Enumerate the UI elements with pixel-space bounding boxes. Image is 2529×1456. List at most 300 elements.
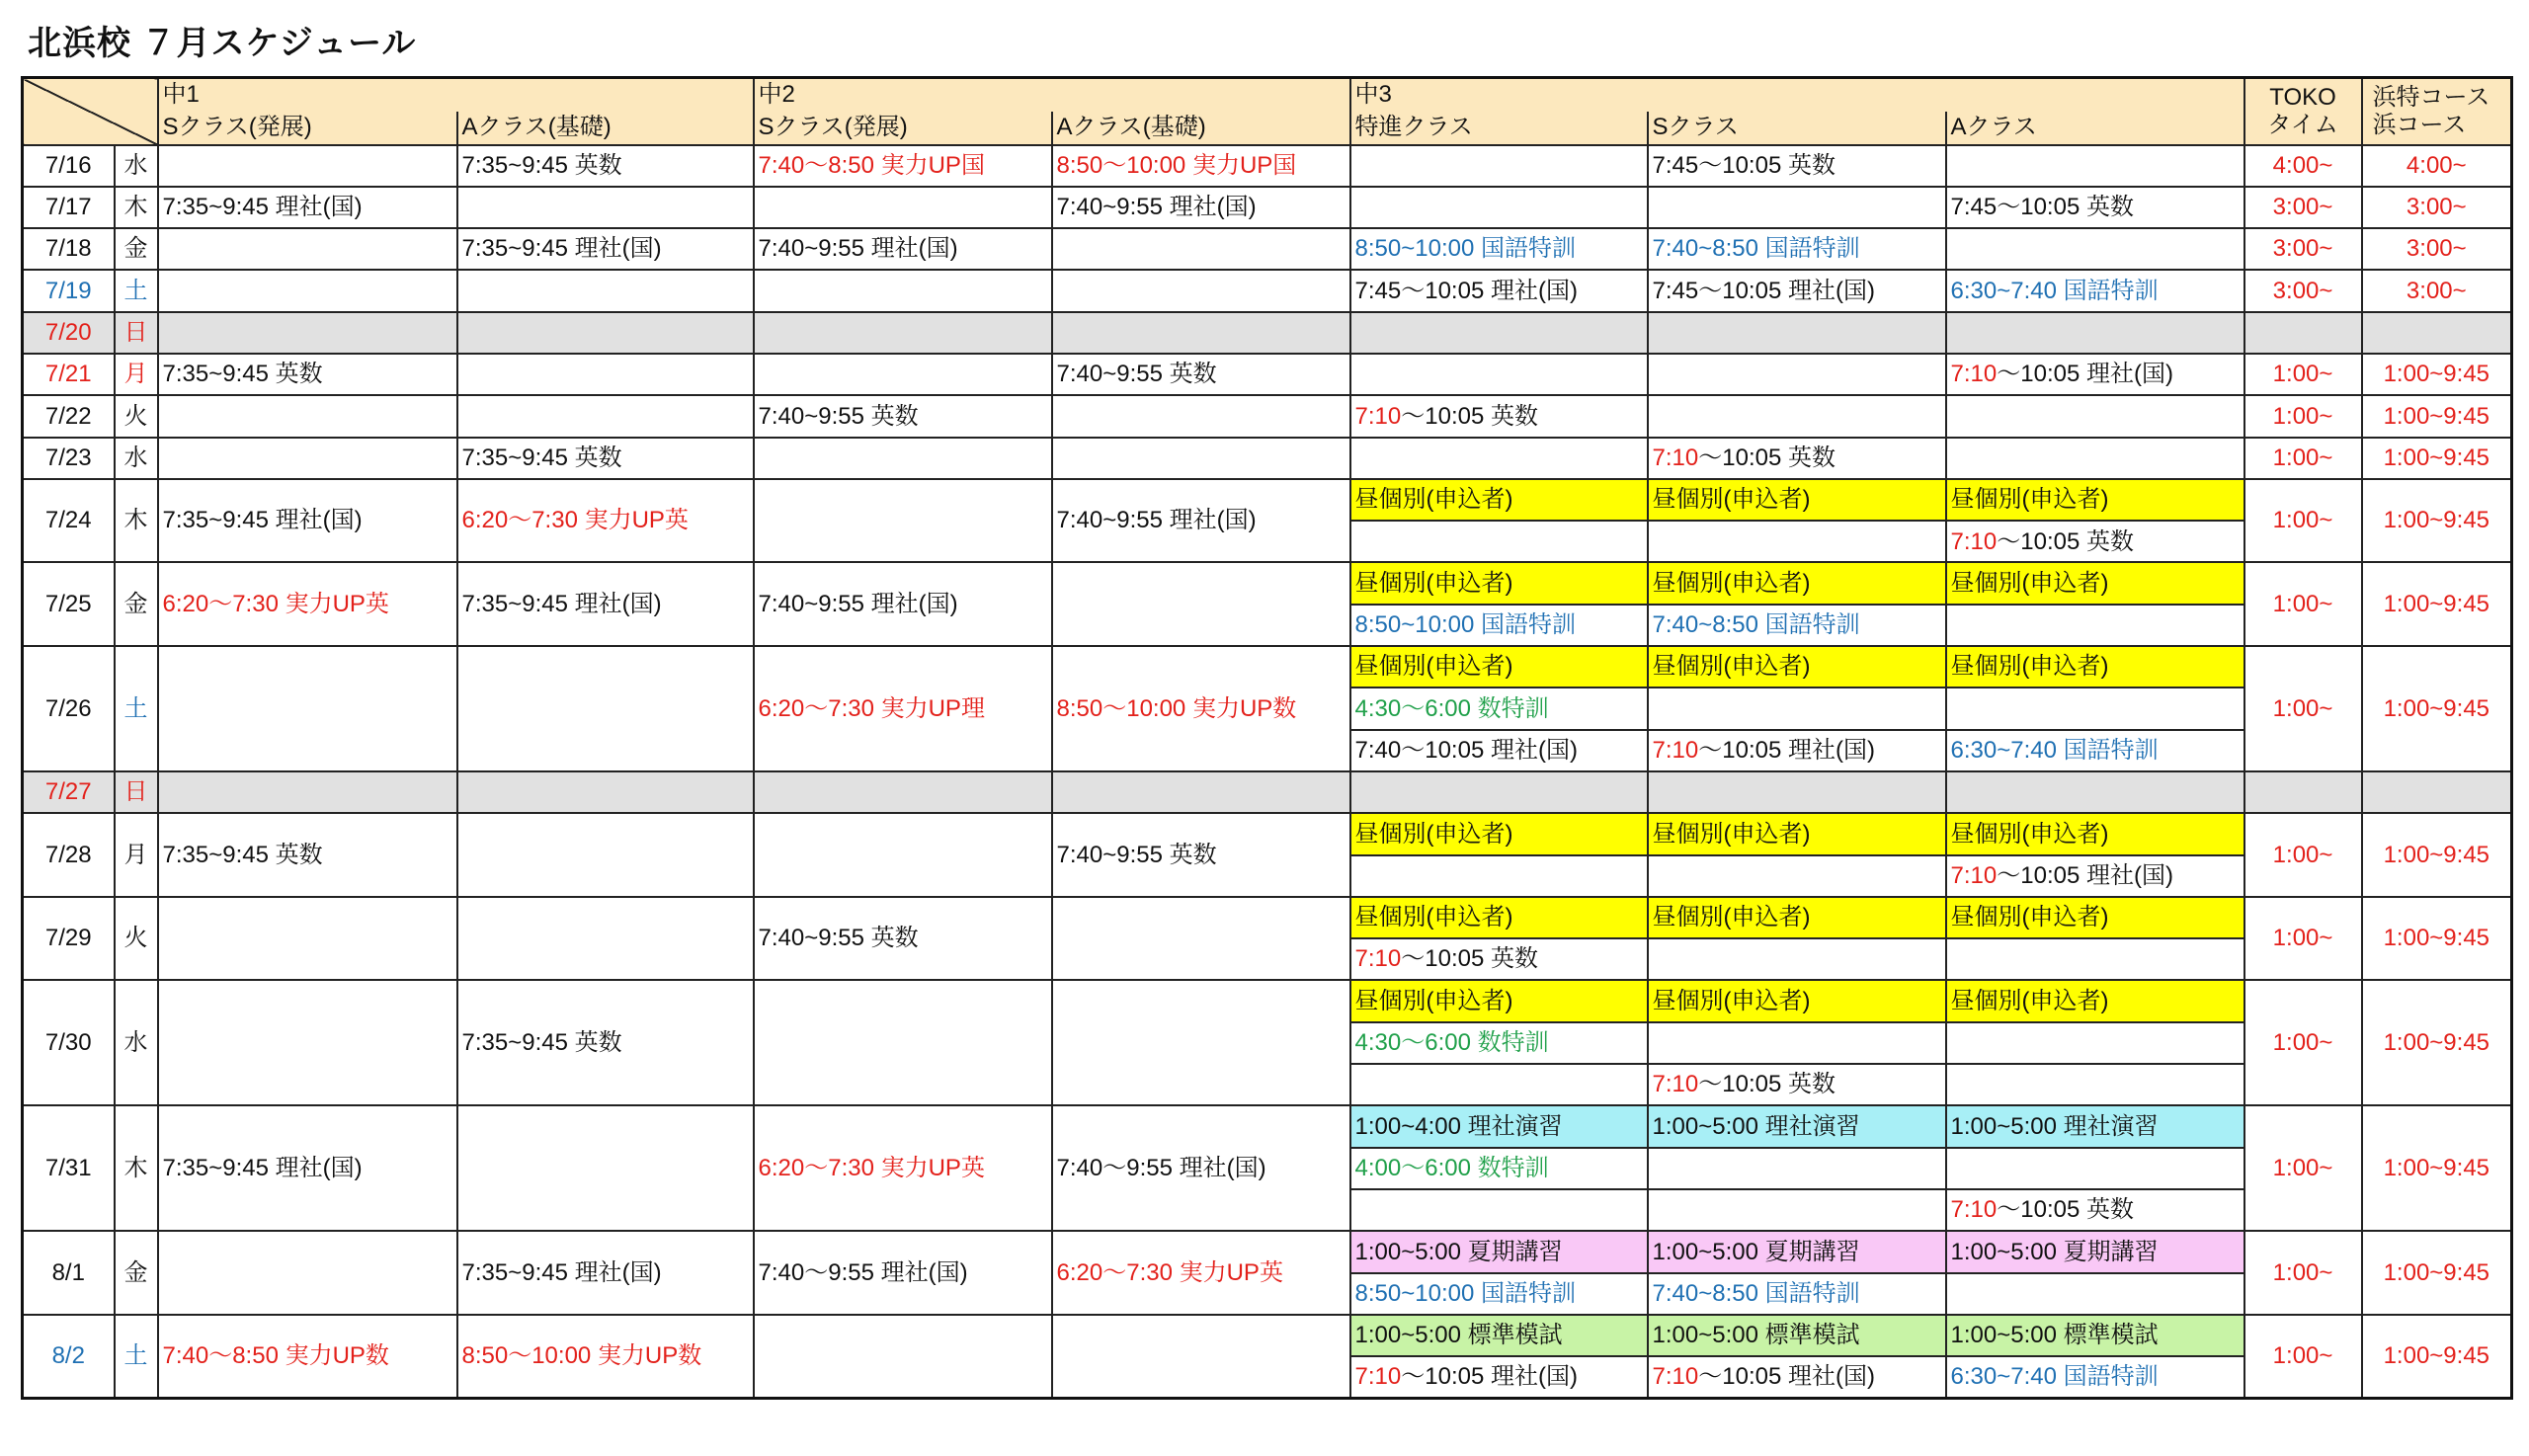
- toko-time-cell: 3:00~: [2244, 228, 2362, 270]
- ch3-s-cell: [1648, 562, 1946, 604]
- hama-course-cell: 3:00~: [2362, 187, 2512, 228]
- ch3-a-cell: [1946, 1189, 2244, 1231]
- ch3-tokushin-cell: [1350, 228, 1648, 270]
- ch3-tokushin-cell: [1350, 688, 1648, 729]
- cell-text: 7:40~9:55 英数: [1056, 361, 1217, 388]
- cell-text: 7:10: [1354, 402, 1402, 430]
- ch3-a-cell: [1946, 354, 2244, 395]
- hama-course-cell: 1:00~9:45: [2362, 479, 2512, 563]
- cell-text: 1:00~5:00 夏期講習: [1354, 1238, 1563, 1265]
- ch3-s-cell: [1648, 312, 1946, 354]
- ch3-tokushin-cell: [1350, 771, 1648, 813]
- cell-text: 昼個別(申込者): [1950, 569, 2109, 597]
- cell-text: 〜10:05 英数: [1401, 402, 1538, 430]
- schedule-row: [23, 187, 2512, 228]
- ch3-s-cell: [1648, 228, 1946, 270]
- ch2-s-cell: [754, 395, 1052, 437]
- hama-course-cell: 1:00~9:45: [2362, 395, 2512, 437]
- weekday-cell: 火: [115, 395, 158, 437]
- ch3-tokushin-cell: [1350, 354, 1648, 395]
- ch1-a-cell: [457, 228, 754, 270]
- ch3-tokushin-cell: [1350, 1022, 1648, 1064]
- ch3-tokushin-cell: [1350, 521, 1648, 562]
- toko-time-cell: [2244, 771, 2362, 813]
- cell-text: 7:10: [1354, 945, 1402, 973]
- cell-text: 7:40~8:50 国語特訓: [1652, 235, 1860, 263]
- date-cell: 7/19: [23, 270, 115, 311]
- ch3-a-cell: [1946, 1022, 2244, 1064]
- ch3-a-cell: [1946, 688, 2244, 729]
- ch3-tokushin-cell: [1350, 813, 1648, 854]
- hama-header-line-2: 浜コース: [2372, 111, 2467, 138]
- ch3-a-cell: [1946, 479, 2244, 521]
- ch3-a-cell: [1946, 270, 2244, 311]
- ch2-s-cell: [754, 771, 1052, 813]
- ch1-a-cell: [457, 312, 754, 354]
- ch3-a-cell: [1946, 145, 2244, 187]
- date-cell: 7/18: [23, 228, 115, 270]
- toko-header-line-1: TOKO: [2269, 84, 2336, 112]
- date-cell: 7/17: [23, 187, 115, 228]
- cell-text: 〜10:05 理社(国): [1401, 1363, 1578, 1391]
- cell-text: 昼個別(申込者): [1950, 820, 2109, 848]
- cell-text: 7:40〜9:55 理社(国): [758, 1258, 968, 1286]
- date-cell: 7/25: [23, 562, 115, 646]
- hama-course-cell: 1:00~9:45: [2362, 813, 2512, 897]
- cell-text: 昼個別(申込者): [1950, 904, 2109, 931]
- cell-text: 7:35~9:45 英数: [461, 151, 622, 179]
- date-cell: 7/28: [23, 813, 115, 897]
- ch2-a-cell: [1052, 646, 1350, 771]
- ch3-tokushin-cell: [1350, 980, 1648, 1021]
- weekday-cell: 月: [115, 354, 158, 395]
- ch3-a-cell: [1946, 938, 2244, 980]
- hama-course-header: [2362, 78, 2512, 145]
- ch1-a-cell: [457, 1105, 754, 1231]
- ch3-a-cell: [1946, 228, 2244, 270]
- ch3-a-cell: [1946, 312, 2244, 354]
- toko-time-cell: [2244, 312, 2362, 354]
- schedule-row: [23, 771, 2512, 813]
- weekday-cell: 木: [115, 479, 158, 563]
- ch2-a-class-header: Aクラス(基礎): [1052, 112, 1350, 145]
- hama-course-cell: 1:00~9:45: [2362, 1315, 2512, 1399]
- cell-text: 1:00~5:00 夏期講習: [1950, 1238, 2159, 1265]
- cell-text: 7:35~9:45 理社(国): [162, 507, 363, 534]
- cell-text: 6:30~7:40 国語特訓: [1950, 1363, 2159, 1391]
- schedule-row: [23, 1105, 2512, 1147]
- ch2-a-cell: [1052, 354, 1350, 395]
- ch2-a-cell: [1052, 1231, 1350, 1315]
- date-cell: 7/23: [23, 438, 115, 479]
- ch3-a-cell: [1946, 521, 2244, 562]
- ch3-s-cell: [1648, 897, 1946, 938]
- ch1-s-cell: [158, 897, 457, 981]
- ch3-s-cell: [1648, 1315, 1946, 1356]
- cell-text: 8:50~10:00 国語特訓: [1354, 611, 1576, 639]
- ch2-a-cell: [1052, 395, 1350, 437]
- ch3-a-cell: [1946, 897, 2244, 938]
- ch3-s-cell: [1648, 730, 1946, 771]
- ch1-s-cell: [158, 562, 457, 646]
- hama-course-cell: 1:00~9:45: [2362, 1105, 2512, 1231]
- ch1-s-class-header: Sクラス(発展): [158, 112, 457, 145]
- ch2-s-cell: [754, 1231, 1052, 1315]
- toko-time-cell: 1:00~: [2244, 1105, 2362, 1231]
- cell-text: 〜10:05 英数: [1698, 444, 1836, 471]
- ch3-a-cell: [1946, 1231, 2244, 1272]
- ch2-a-cell: [1052, 228, 1350, 270]
- hama-course-cell: 1:00~9:45: [2362, 646, 2512, 771]
- ch3-tokushin-cell: [1350, 270, 1648, 311]
- ch3-tokushin-cell: [1350, 897, 1648, 938]
- cell-text: 7:40〜9:55 理社(国): [1056, 1154, 1266, 1181]
- ch1-s-cell: [158, 479, 457, 563]
- ch3-tokushin-cell: [1350, 145, 1648, 187]
- ch1-a-cell: [457, 354, 754, 395]
- ch1-a-cell: [457, 1231, 754, 1315]
- ch2-s-cell: [754, 228, 1052, 270]
- cell-text: 昼個別(申込者): [1652, 486, 1811, 514]
- ch2-a-cell: [1052, 771, 1350, 813]
- schedule-row: [23, 354, 2512, 395]
- cell-text: 昼個別(申込者): [1950, 486, 2109, 514]
- ch3-tokushin-cell: [1350, 1064, 1648, 1105]
- cell-text: 7:10: [1354, 1363, 1402, 1391]
- hama-header-line-1: 浜特コース: [2372, 84, 2490, 112]
- weekday-cell: 土: [115, 1315, 158, 1399]
- hama-course-cell: 3:00~: [2362, 228, 2512, 270]
- cell-text: 6:30~7:40 国語特訓: [1950, 737, 2159, 764]
- cell-text: 7:45〜10:05 理社(国): [1354, 277, 1578, 304]
- ch3-s-cell: [1648, 187, 1946, 228]
- cell-text: 昼個別(申込者): [1950, 653, 2109, 681]
- cell-text: 7:40~9:55 英数: [1056, 841, 1217, 868]
- weekday-cell: 金: [115, 562, 158, 646]
- ch3-s-cell: [1648, 1356, 1946, 1398]
- ch3-s-cell: [1648, 438, 1946, 479]
- ch1-s-cell: [158, 228, 457, 270]
- schedule-row: [23, 145, 2512, 187]
- ch3-tokushin-class-header: 特進クラス: [1350, 112, 1648, 145]
- ch2-s-class-header: Sクラス(発展): [754, 112, 1052, 145]
- cell-text: 6:20〜7:30 実力UP英: [758, 1154, 985, 1181]
- cell-text: 7:40~9:55 英数: [758, 402, 919, 430]
- ch2-s-cell: [754, 187, 1052, 228]
- hama-course-cell: 1:00~9:45: [2362, 438, 2512, 479]
- cell-text: 7:10: [1950, 527, 1998, 555]
- cell-text: 1:00~4:00 理社演習: [1354, 1112, 1563, 1140]
- ch3-tokushin-cell: [1350, 1148, 1648, 1189]
- ch1-a-cell: [457, 813, 754, 897]
- ch1-s-cell: [158, 270, 457, 311]
- schedule-row: [23, 270, 2512, 311]
- ch3-s-cell: [1648, 688, 1946, 729]
- toko-time-cell: 3:00~: [2244, 187, 2362, 228]
- date-cell: 7/27: [23, 771, 115, 813]
- ch2-a-cell: [1052, 312, 1350, 354]
- ch3-tokushin-cell: [1350, 1231, 1648, 1272]
- hama-course-cell: 3:00~: [2362, 270, 2512, 311]
- cell-text: 8:50〜10:00 実力UP国: [1056, 151, 1297, 179]
- ch1-s-cell: [158, 813, 457, 897]
- cell-text: 〜10:05 理社(国): [1698, 737, 1875, 764]
- ch3-a-cell: [1946, 730, 2244, 771]
- ch3-s-cell: [1648, 521, 1946, 562]
- cell-text: 7:10: [1950, 1196, 1998, 1224]
- cell-text: 6:20〜7:30 実力UP英: [1056, 1258, 1283, 1286]
- ch3-a-cell: [1946, 1105, 2244, 1147]
- ch3-a-cell: [1946, 646, 2244, 688]
- ch3-a-cell: [1946, 438, 2244, 479]
- ch3-a-cell: [1946, 813, 2244, 854]
- cell-text: 昼個別(申込者): [1354, 486, 1513, 514]
- cell-text: 〜10:05 理社(国): [1997, 861, 2173, 889]
- cell-text: 6:20〜7:30 実力UP英: [461, 507, 689, 534]
- cell-text: 1:00~5:00 夏期講習: [1652, 1238, 1860, 1265]
- ch3-tokushin-cell: [1350, 1273, 1648, 1315]
- ch1-a-cell: [457, 270, 754, 311]
- ch3-tokushin-cell: [1350, 730, 1648, 771]
- weekday-cell: 木: [115, 1105, 158, 1231]
- schedule-row: [23, 479, 2512, 521]
- ch3-s-cell: [1648, 1273, 1946, 1315]
- cell-text: 7:45〜10:05 理社(国): [1652, 277, 1875, 304]
- ch1-s-cell: [158, 1315, 457, 1399]
- toko-time-cell: 3:00~: [2244, 270, 2362, 311]
- ch3-tokushin-cell: [1350, 395, 1648, 437]
- cell-text: 7:40~9:55 理社(国): [1056, 194, 1257, 221]
- ch3-tokushin-cell: [1350, 1356, 1648, 1398]
- cell-text: 昼個別(申込者): [1354, 820, 1513, 848]
- ch2-a-cell: [1052, 270, 1350, 311]
- ch3-s-cell: [1648, 1022, 1946, 1064]
- toko-header-line-2: タイム: [2267, 111, 2338, 138]
- ch2-a-cell: [1052, 145, 1350, 187]
- date-cell: 8/2: [23, 1315, 115, 1399]
- ch3-a-cell: [1946, 1273, 2244, 1315]
- ch3-a-cell: [1946, 562, 2244, 604]
- cell-text: 〜10:05 英数: [1997, 527, 2134, 555]
- ch2-s-cell: [754, 1315, 1052, 1399]
- ch2-a-cell: [1052, 562, 1350, 646]
- ch1-a-cell: [457, 187, 754, 228]
- ch1-s-cell: [158, 187, 457, 228]
- ch1-s-cell: [158, 1105, 457, 1231]
- cell-text: 6:20〜7:30 実力UP理: [758, 694, 985, 722]
- date-cell: 7/22: [23, 395, 115, 437]
- cell-text: 〜10:05 英数: [1698, 1071, 1836, 1098]
- cell-text: 7:40~8:50 国語特訓: [1652, 611, 1860, 639]
- grade-1-header: 中1: [158, 78, 754, 112]
- weekday-cell: 月: [115, 813, 158, 897]
- ch3-s-cell: [1648, 1231, 1946, 1272]
- hama-course-cell: 1:00~9:45: [2362, 354, 2512, 395]
- header-class-row: [23, 112, 2512, 145]
- ch3-tokushin-cell: [1350, 1189, 1648, 1231]
- ch3-tokushin-cell: [1350, 605, 1648, 646]
- ch1-a-cell: [457, 1315, 754, 1399]
- grade-3-header: 中3: [1350, 78, 2244, 112]
- cell-text: 昼個別(申込者): [1354, 904, 1513, 931]
- cell-text: 昼個別(申込者): [1354, 569, 1513, 597]
- ch2-s-cell: [754, 354, 1052, 395]
- hama-course-cell: 1:00~9:45: [2362, 1231, 2512, 1315]
- ch1-s-cell: [158, 771, 457, 813]
- ch3-s-cell: [1648, 479, 1946, 521]
- ch3-a-cell: [1946, 187, 2244, 228]
- ch3-s-cell: [1648, 1105, 1946, 1147]
- cell-text: 7:35~9:45 理社(国): [461, 235, 662, 263]
- cell-text: 1:00~5:00 標準模試: [1354, 1322, 1563, 1349]
- cell-text: 昼個別(申込者): [1652, 987, 1811, 1014]
- ch3-tokushin-cell: [1350, 1315, 1648, 1356]
- cell-text: 7:10: [1950, 861, 1998, 889]
- toko-time-cell: 1:00~: [2244, 1231, 2362, 1315]
- cell-text: 7:10: [1652, 1363, 1699, 1391]
- ch3-a-cell: [1946, 855, 2244, 897]
- ch3-a-cell: [1946, 1148, 2244, 1189]
- cell-text: 7:35~9:45 理社(国): [162, 194, 363, 221]
- cell-text: 〜10:05 英数: [1401, 945, 1538, 973]
- toko-time-cell: 1:00~: [2244, 479, 2362, 563]
- weekday-cell: 水: [115, 980, 158, 1105]
- toko-time-cell: 1:00~: [2244, 897, 2362, 981]
- ch2-a-cell: [1052, 980, 1350, 1105]
- cell-text: 昼個別(申込者): [1652, 653, 1811, 681]
- ch3-tokushin-cell: [1350, 438, 1648, 479]
- date-cell: 7/21: [23, 354, 115, 395]
- cell-text: 4:30〜6:00 数特訓: [1354, 1029, 1549, 1057]
- cell-text: 7:10: [1652, 444, 1699, 471]
- date-cell: 7/29: [23, 897, 115, 981]
- ch2-s-cell: [754, 479, 1052, 563]
- ch3-a-class-header: Aクラス: [1946, 112, 2244, 145]
- date-cell: 7/16: [23, 145, 115, 187]
- cell-text: 1:00~5:00 標準模試: [1652, 1322, 1860, 1349]
- cell-text: 7:10: [1950, 361, 1998, 388]
- cell-text: 8:50〜10:00 実力UP数: [1056, 694, 1297, 722]
- ch1-a-cell: [457, 897, 754, 981]
- weekday-cell: 火: [115, 897, 158, 981]
- toko-time-cell: 1:00~: [2244, 354, 2362, 395]
- weekday-cell: 土: [115, 270, 158, 311]
- ch3-tokushin-cell: [1350, 187, 1648, 228]
- ch1-a-cell: [457, 438, 754, 479]
- cell-text: 6:20〜7:30 実力UP英: [162, 590, 389, 617]
- ch3-tokushin-cell: [1350, 562, 1648, 604]
- ch3-s-cell: [1648, 605, 1946, 646]
- schedule-row: [23, 1315, 2512, 1356]
- ch3-s-class-header: Sクラス: [1648, 112, 1946, 145]
- schedule-table: [21, 76, 2513, 1400]
- ch3-s-cell: [1648, 145, 1946, 187]
- ch1-a-cell: [457, 646, 754, 771]
- ch3-s-cell: [1648, 1064, 1946, 1105]
- ch1-a-cell: [457, 771, 754, 813]
- ch2-s-cell: [754, 1105, 1052, 1231]
- ch1-s-cell: [158, 145, 457, 187]
- ch2-a-cell: [1052, 479, 1350, 563]
- cell-text: 7:35~9:45 理社(国): [162, 1154, 363, 1181]
- weekday-cell: 水: [115, 438, 158, 479]
- ch1-a-cell: [457, 395, 754, 437]
- cell-text: 〜10:05 英数: [1997, 1196, 2134, 1224]
- toko-time-cell: 4:00~: [2244, 145, 2362, 187]
- schedule-row: [23, 228, 2512, 270]
- ch2-a-cell: [1052, 187, 1350, 228]
- ch1-s-cell: [158, 312, 457, 354]
- schedule-row: [23, 813, 2512, 854]
- cell-text: 7:45〜10:05 英数: [1950, 194, 2134, 221]
- ch3-s-cell: [1648, 270, 1946, 311]
- ch2-a-cell: [1052, 897, 1350, 981]
- cell-text: 7:35~9:45 英数: [162, 841, 323, 868]
- ch1-s-cell: [158, 646, 457, 771]
- ch3-s-cell: [1648, 771, 1946, 813]
- ch2-s-cell: [754, 897, 1052, 981]
- weekday-cell: 土: [115, 646, 158, 771]
- toko-time-cell: 1:00~: [2244, 646, 2362, 771]
- weekday-cell: 金: [115, 1231, 158, 1315]
- date-cell: 7/30: [23, 980, 115, 1105]
- cell-text: 6:30~7:40 国語特訓: [1950, 277, 2159, 304]
- cell-text: 7:40~9:55 理社(国): [758, 590, 958, 617]
- toko-time-cell: 1:00~: [2244, 395, 2362, 437]
- header-grade-row: [23, 78, 2512, 112]
- cell-text: 8:50~10:00 国語特訓: [1354, 235, 1576, 263]
- cell-text: 7:40〜8:50 実力UP国: [758, 151, 985, 179]
- cell-text: 7:40~9:55 英数: [758, 925, 919, 952]
- ch2-s-cell: [754, 562, 1052, 646]
- cell-text: 1:00~5:00 理社演習: [1950, 1112, 2159, 1140]
- ch2-a-cell: [1052, 438, 1350, 479]
- hama-course-cell: 1:00~9:45: [2362, 562, 2512, 646]
- ch2-s-cell: [754, 813, 1052, 897]
- ch3-s-cell: [1648, 1189, 1946, 1231]
- cell-text: 〜10:05 理社(国): [1997, 361, 2173, 388]
- schedule-row: [23, 395, 2512, 437]
- ch2-s-cell: [754, 312, 1052, 354]
- corner-diagonal-cell: [23, 78, 158, 145]
- cell-text: 7:40〜10:05 理社(国): [1354, 737, 1578, 764]
- cell-text: 7:35~9:45 英数: [461, 1029, 622, 1057]
- ch3-s-cell: [1648, 813, 1946, 854]
- toko-time-cell: 1:00~: [2244, 1315, 2362, 1399]
- ch1-a-cell: [457, 980, 754, 1105]
- ch2-s-cell: [754, 438, 1052, 479]
- ch3-a-cell: [1946, 980, 2244, 1021]
- ch1-s-cell: [158, 1231, 457, 1315]
- ch3-tokushin-cell: [1350, 938, 1648, 980]
- date-cell: 7/26: [23, 646, 115, 771]
- cell-text: 7:10: [1652, 737, 1699, 764]
- ch3-s-cell: [1648, 354, 1946, 395]
- ch3-s-cell: [1648, 1148, 1946, 1189]
- ch3-tokushin-cell: [1350, 479, 1648, 521]
- cell-text: 昼個別(申込者): [1652, 820, 1811, 848]
- ch1-a-cell: [457, 562, 754, 646]
- ch3-tokushin-cell: [1350, 646, 1648, 688]
- ch3-tokushin-cell: [1350, 1105, 1648, 1147]
- toko-time-header: [2244, 78, 2362, 145]
- date-cell: 7/20: [23, 312, 115, 354]
- cell-text: 昼個別(申込者): [1950, 987, 2109, 1014]
- cell-text: 昼個別(申込者): [1652, 569, 1811, 597]
- cell-text: 7:40〜8:50 実力UP数: [162, 1342, 389, 1370]
- hama-course-cell: 1:00~9:45: [2362, 980, 2512, 1105]
- schedule-row: [23, 646, 2512, 688]
